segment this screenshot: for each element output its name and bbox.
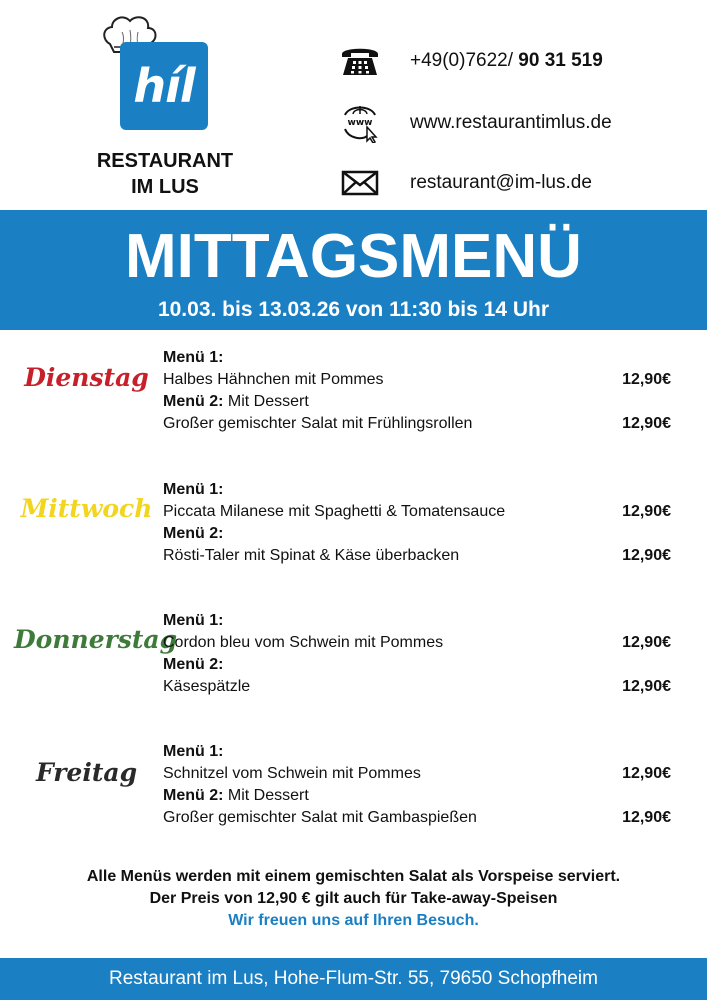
restaurant-name-line2: IM LUS	[131, 176, 199, 198]
envelope-icon	[338, 163, 382, 203]
menu-label: Menü 1:	[163, 481, 224, 498]
globe-icon	[338, 103, 382, 143]
dish-name: Käsespätzle	[163, 678, 251, 695]
menu-label: Menü 2:	[163, 787, 224, 804]
menu-line	[163, 523, 223, 545]
menu-line	[163, 785, 309, 807]
dish-name: Rösti-Taler mit Spinat & Käse überbacken	[163, 547, 460, 564]
day-label-dienstag: Dienstag	[24, 363, 149, 392]
menu-line	[163, 347, 223, 369]
menu-label: Menü 2:	[163, 525, 224, 542]
menu-label: Menü 1:	[163, 612, 224, 629]
phone-text	[410, 50, 603, 72]
menu-label: Menü 1:	[163, 743, 224, 760]
dish-name: Großer gemischter Salat mit Gambaspießen	[163, 809, 477, 826]
price: 12,90€	[622, 415, 671, 432]
price: 12,90€	[622, 547, 671, 564]
dish-name: Schnitzel vom Schwein mit Pommes	[163, 765, 421, 782]
note-takeaway: Der Preis von 12,90 € gilt auch für Take-away-Speisen	[149, 890, 558, 907]
menu-extra: Mit Dessert	[223, 787, 309, 804]
contact-phone	[338, 41, 603, 81]
menu-line	[163, 610, 223, 632]
title-banner	[0, 210, 707, 330]
menu-extra: Mit Dessert	[223, 393, 309, 410]
phone-icon	[338, 41, 382, 81]
price: 12,90€	[622, 809, 671, 826]
phone-number: 90 31 519	[518, 50, 603, 71]
contact-email	[338, 163, 592, 203]
contact-website	[338, 103, 612, 143]
website-text[interactable]: www.restaurantimlus.de	[410, 112, 612, 133]
menu-line	[163, 391, 309, 413]
day-label-freitag: Freitag	[35, 758, 138, 787]
price: 12,90€	[622, 371, 671, 388]
day-label-donnerstag: Donnerstag	[14, 625, 178, 654]
day-label-mittwoch: Mittwoch	[20, 494, 153, 523]
menu-line	[163, 741, 223, 763]
footer-address: Restaurant im Lus, Hohe-Flum-Str. 55, 79650 Schopfheim	[0, 958, 707, 1000]
price: 12,90€	[622, 634, 671, 651]
menu-label: Menü 1:	[163, 349, 224, 366]
dish-name: Cordon bleu vom Schwein mit Pommes	[163, 634, 444, 651]
menu-line	[163, 479, 223, 501]
price: 12,90€	[622, 765, 671, 782]
price: 12,90€	[622, 503, 671, 520]
restaurant-name	[60, 148, 270, 200]
phone-prefix: +49(0)7622/	[410, 50, 519, 71]
menu-title: MITTAGSMENÜ	[125, 222, 582, 291]
menu-label: Menü 2:	[163, 656, 224, 673]
logo-mark: híl	[120, 42, 208, 130]
restaurant-name-line1: RESTAURANT	[96, 150, 234, 172]
dish-name: Großer gemischter Salat mit Frühlingsrollen	[163, 415, 473, 432]
note-welcome: Wir freuen uns auf Ihren Besuch.	[228, 912, 479, 929]
note-salad: Alle Menüs werden mit einem gemischten Salat als Vorspeise serviert.	[86, 868, 621, 885]
email-text[interactable]: restaurant@im-lus.de	[410, 172, 592, 193]
price: 12,90€	[622, 678, 671, 695]
dish-name: Halbes Hähnchen mit Pommes	[163, 371, 384, 388]
logo	[60, 12, 270, 202]
dish-name: Piccata Milanese mit Spaghetti & Tomatensauce	[163, 503, 506, 520]
menu-line	[163, 654, 223, 676]
www-icon-label: www	[347, 118, 373, 128]
menu-dates: 10.03. bis 13.03.26 von 11:30 bis 14 Uhr	[157, 298, 550, 321]
menu-label: Menü 2:	[163, 393, 224, 410]
